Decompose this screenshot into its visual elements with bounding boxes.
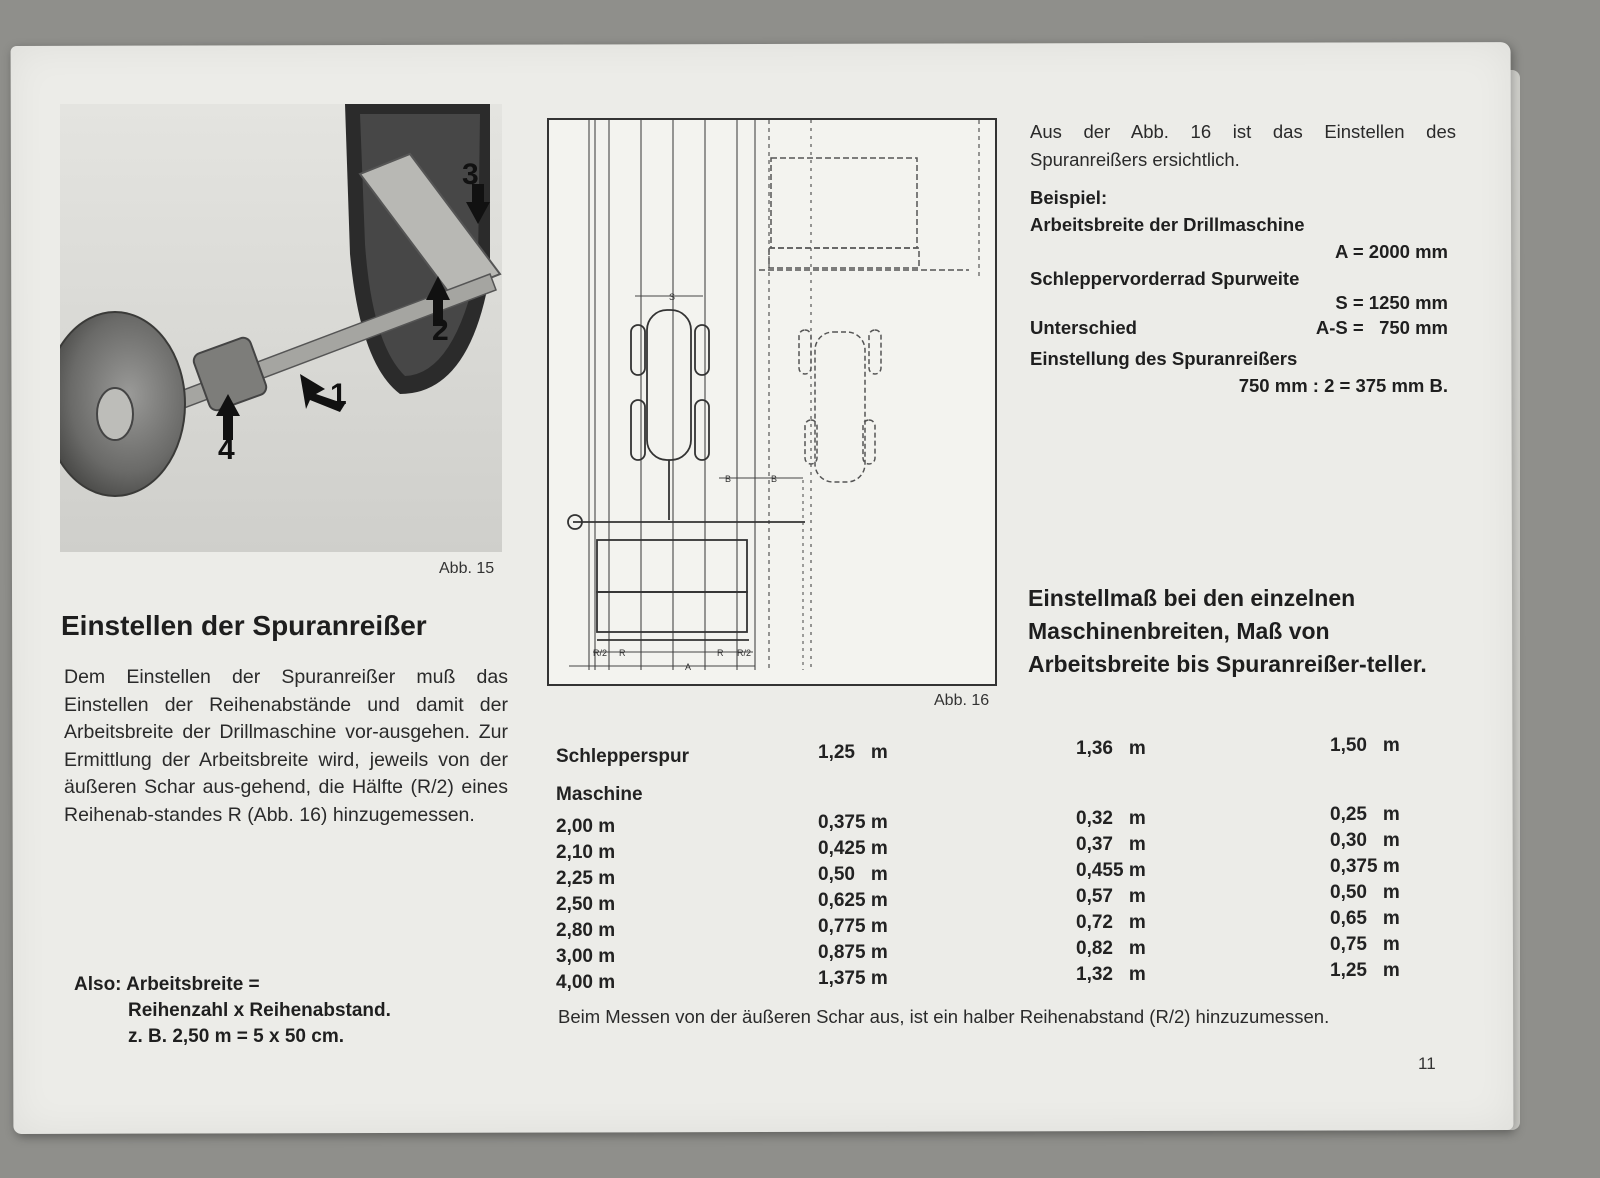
table-row-c3: 0,25 m: [1330, 804, 1400, 825]
photo-spuranreisser: [60, 104, 502, 552]
label-r2-right: R/2: [737, 648, 752, 658]
label-r-left: R: [619, 648, 626, 658]
diagram-caption: Abb. 16: [934, 692, 990, 709]
diagram-drawing: [549, 120, 995, 684]
table-row-c2: 0,57 m: [1076, 886, 1146, 907]
example-l3: Unterschied: [1030, 317, 1137, 338]
section-body: Dem Einstellen der Spuranreißer muß das Einstellen der Reihenabstände und damit der Arbeitsbreite der Drillmaschine vor-ausgehen. Zur Ermittlung der Arbeitsbreite wird, jeweils von der äußeren Schar aus-gehend, die Hälfte (R/2) eines Reihenab-standes R (Abb. 16) hinzugemessen.: [64, 666, 508, 826]
table-header-col3: 1,50 m: [1330, 735, 1400, 756]
callout-1: 1: [330, 378, 347, 411]
table-row-c1: 1,375 m: [818, 968, 888, 989]
callout-3: 3: [462, 158, 479, 191]
example-l2-value: S = 1250 mm: [1335, 292, 1448, 313]
page-number: 11: [1418, 1054, 1436, 1073]
example-l4-value: 750 mm : 2 = 375 mm B.: [1238, 375, 1448, 396]
table-row-c1: 0,775 m: [818, 916, 888, 937]
table-row-m: 2,10 m: [556, 842, 616, 863]
callout-2: 2: [432, 314, 449, 347]
also-line1: Arbeitsbreite =: [126, 974, 260, 995]
table-row-c3: 0,65 m: [1330, 908, 1400, 929]
table-row-c3: 0,30 m: [1330, 830, 1400, 851]
table-row-m: 2,00 m: [556, 816, 616, 837]
example-l3-value: A-S = 750 mm: [1315, 317, 1448, 338]
also-line2: Reihenzahl x Reihenabstand.: [128, 1000, 391, 1021]
label-s: S: [669, 292, 676, 302]
table-row-c2: 1,32 m: [1076, 964, 1146, 985]
example-l1-value: A = 2000 mm: [1335, 241, 1448, 262]
label-a: A: [685, 662, 692, 672]
table-row-c2: 0,72 m: [1076, 912, 1146, 933]
table-row-m: 3,00 m: [556, 946, 616, 967]
example-heading: Beispiel:: [1030, 187, 1108, 208]
table-row-c3: 0,75 m: [1330, 934, 1400, 955]
table-row-c1: 0,625 m: [818, 890, 888, 911]
table-row-c2: 0,37 m: [1076, 834, 1146, 855]
example-l1: Arbeitsbreite der Drillmaschine: [1030, 214, 1305, 235]
table-row-c2: 0,455 m: [1076, 860, 1146, 881]
table-row-c1: 0,375 m: [818, 812, 888, 833]
table-row-c1: 0,875 m: [818, 942, 888, 963]
label-b2: B: [771, 474, 778, 484]
table-row-m: 2,50 m: [556, 894, 616, 915]
example-intro: Aus der Abb. 16 ist das Einstellen des Spuranreißers ersichtlich.: [1030, 121, 1456, 170]
example-block: [1030, 118, 1456, 399]
table-row-m: 2,80 m: [556, 920, 616, 941]
photo-caption: Abb. 15: [439, 560, 495, 577]
example-l2: Schleppervorderrad Spurweite: [1030, 268, 1300, 289]
table-row-m: 4,00 m: [556, 972, 616, 993]
example-l4: Einstellung des Spuranreißers: [1030, 348, 1298, 369]
table-header-col2: 1,36 m: [1076, 738, 1146, 759]
table-row-c2: 0,82 m: [1076, 938, 1146, 959]
diagram-abb16: [547, 118, 997, 686]
table-header-label: Schlepperspur: [556, 746, 690, 767]
label-r-right: R: [717, 648, 724, 658]
table-row-c3: 1,25 m: [1330, 960, 1400, 981]
table-row-c1: 0,425 m: [818, 838, 888, 859]
table-row-c3: 0,375 m: [1330, 856, 1400, 877]
section-title: Einstellen der Spuranreißer: [61, 610, 427, 641]
table-row-c1: 0,50 m: [818, 864, 888, 885]
table-row-c2: 0,32 m: [1076, 808, 1146, 829]
also-block: [74, 972, 391, 1050]
label-r2-left: R/2: [593, 648, 608, 658]
table-row-c3: 0,50 m: [1330, 882, 1400, 903]
photo-illustration: [60, 104, 502, 552]
callout-4: 4: [218, 433, 235, 466]
table-machine-label: Maschine: [556, 784, 643, 805]
also-label: Also:: [74, 974, 122, 995]
also-line3: z. B. 2,50 m = 5 x 50 cm.: [128, 1026, 344, 1047]
example-l3-row: [1030, 314, 1456, 341]
label-b1: B: [725, 474, 732, 484]
footer-note: Beim Messen von der äußeren Schar aus, ist ein halber Reihenabstand (R/2) hinzuzumessen.: [558, 1006, 1330, 1027]
table-row-m: 2,25 m: [556, 868, 616, 889]
table-heading: Einstellmaß bei den einzelnen Maschinenbreiten, Maß von Arbeitsbreite bis Spuranreißer-teller.: [1028, 585, 1427, 677]
table-header-col1: 1,25 m: [818, 742, 888, 763]
